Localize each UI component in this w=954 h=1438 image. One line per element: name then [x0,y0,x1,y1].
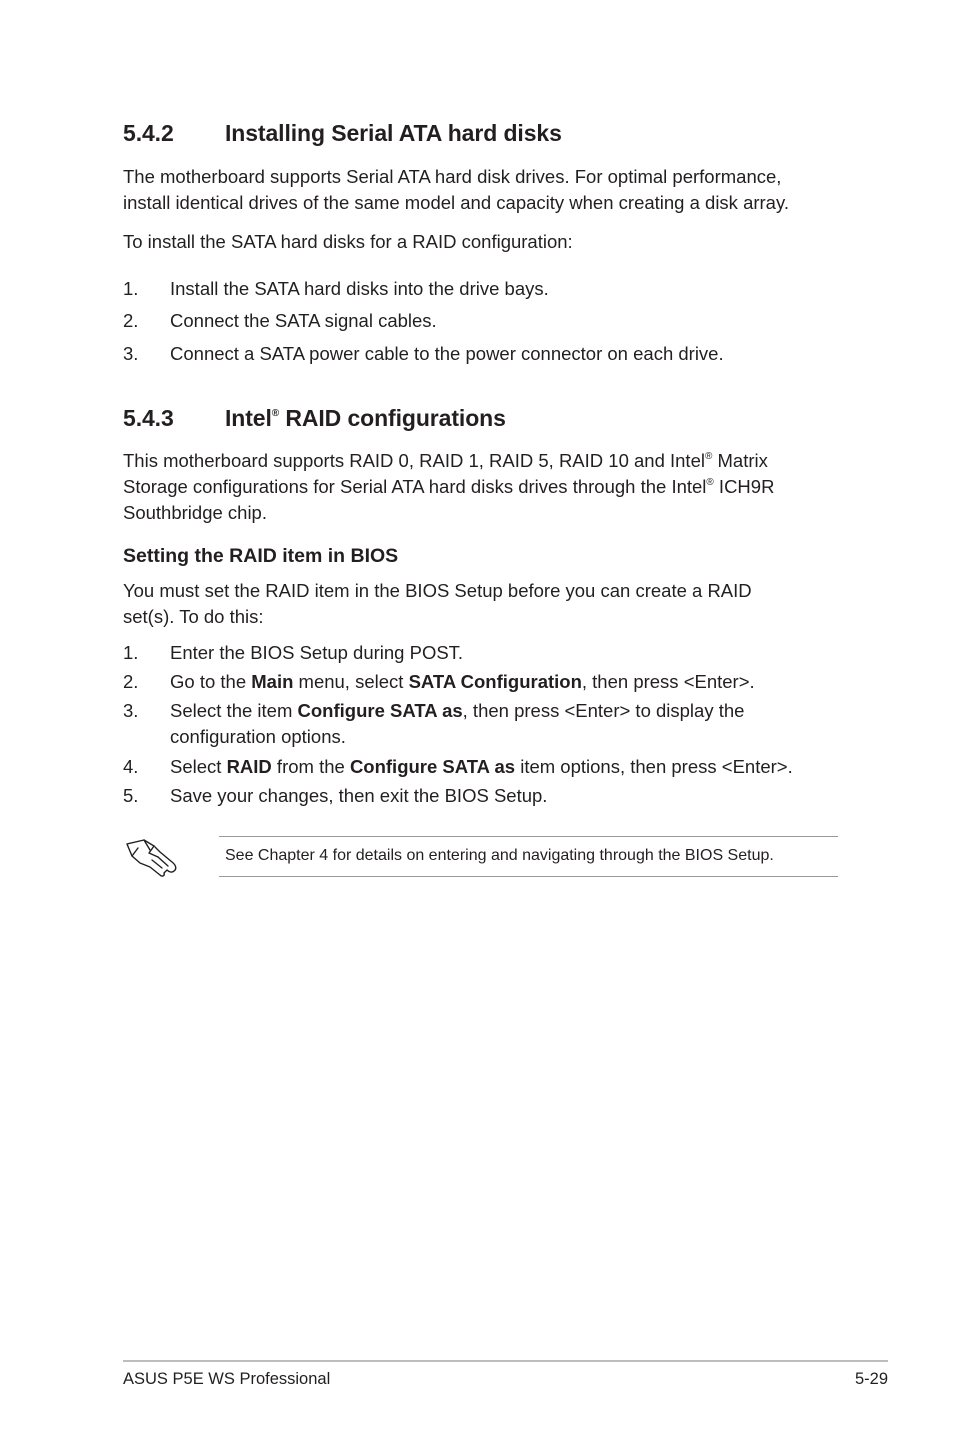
text-run: ICH9R [713,476,775,497]
pointing-hand-icon [124,836,180,878]
note-top-rule [219,836,838,837]
list-item [123,276,843,302]
list-item [123,669,843,695]
footer-rule [123,1360,888,1362]
text-run: This motherboard supports RAID 0, RAID 1, RAID 5, RAID 10 and Intel [123,450,705,471]
text-run: from the [271,756,350,777]
menu-item-name: Configure SATA as [297,700,463,721]
list-item [123,754,853,780]
list-number: 1. [123,278,139,299]
list-number: 4. [123,756,139,777]
text-run: Go to the [170,671,252,692]
paragraph-line: The motherboard supports Serial ATA hard disk drives. For optimal performance, [123,166,782,187]
paragraph-line: install identical drives of the same model and capacity when creating a disk array. [123,192,789,213]
list-number: 3. [123,700,139,721]
list-text [170,669,850,695]
section-number: 5.4.3 [123,405,174,431]
paragraph-line: Southbridge chip. [123,502,267,523]
text-run: Storage configurations for Serial ATA hard disks drives through the Intel [123,476,707,497]
list-number: 2. [123,671,139,692]
section-heading-542 [123,120,823,150]
intro-paragraph [123,164,843,216]
list-text: Enter the BIOS Setup during POST. [170,642,464,663]
text-run: item options, then press <Enter>. [515,756,793,777]
list-item [123,698,843,750]
section-heading-543 [123,405,823,435]
paragraph-line [123,474,843,500]
option-name: RAID [226,756,272,777]
section-number: 5.4.2 [123,120,174,146]
text-run: Select [170,756,227,777]
lead-text: To install the SATA hard disks for a RAID configuration: [123,231,573,252]
list-number: 1. [123,642,139,663]
text-run: , then press <Enter> to display the [462,700,745,721]
list-item [123,341,843,367]
raid-description [123,448,843,526]
list-number: 3. [123,343,139,364]
note-text: See Chapter 4 for details on entering and navigating through the BIOS Setup. [225,847,774,864]
list-text: Connect a SATA power cable to the power connector on each drive. [170,343,724,364]
registered-mark: ® [706,476,714,488]
text-run: menu, select [293,671,409,692]
note-bottom-rule [219,876,838,877]
footer-title: ASUS P5E WS Professional [123,1370,331,1388]
list-text: Install the SATA hard disks into the drive bays. [170,278,549,299]
page-number: 5-29 [854,1370,888,1388]
subsection-heading: Setting the RAID item in BIOS [123,545,399,567]
list-text: Connect the SATA signal cables. [170,310,437,331]
text-run: configuration options. [170,726,346,747]
menu-item-name: SATA Configuration [408,671,582,692]
list-item [123,308,843,334]
text-run: Matrix [712,450,768,471]
note-icon [124,836,180,878]
list-text [170,754,860,780]
menu-item-name: Configure SATA as [349,756,516,777]
list-number: 2. [123,310,139,331]
registered-mark: ® [704,450,713,462]
section-title: Installing Serial ATA hard disks [225,120,562,146]
title-text: RAID configurations [279,405,506,431]
text-run: Select the item [170,700,298,721]
list-number: 5. [123,785,139,806]
paragraph-line: set(s). To do this: [123,606,264,627]
title-text: Intel [225,405,272,431]
text-run: , then press <Enter>. [581,671,755,692]
registered-mark: ® [271,408,280,420]
list-item [123,640,843,666]
section-title [225,405,506,432]
list-item [123,783,843,809]
paragraph-line [123,448,843,474]
menu-name: Main [251,671,294,692]
list-text: Save your changes, then exit the BIOS Setup. [170,785,548,806]
paragraph-line: You must set the RAID item in the BIOS Setup before you can create a RAID [123,580,752,601]
list-text [170,698,850,750]
bios-intro [123,578,843,630]
